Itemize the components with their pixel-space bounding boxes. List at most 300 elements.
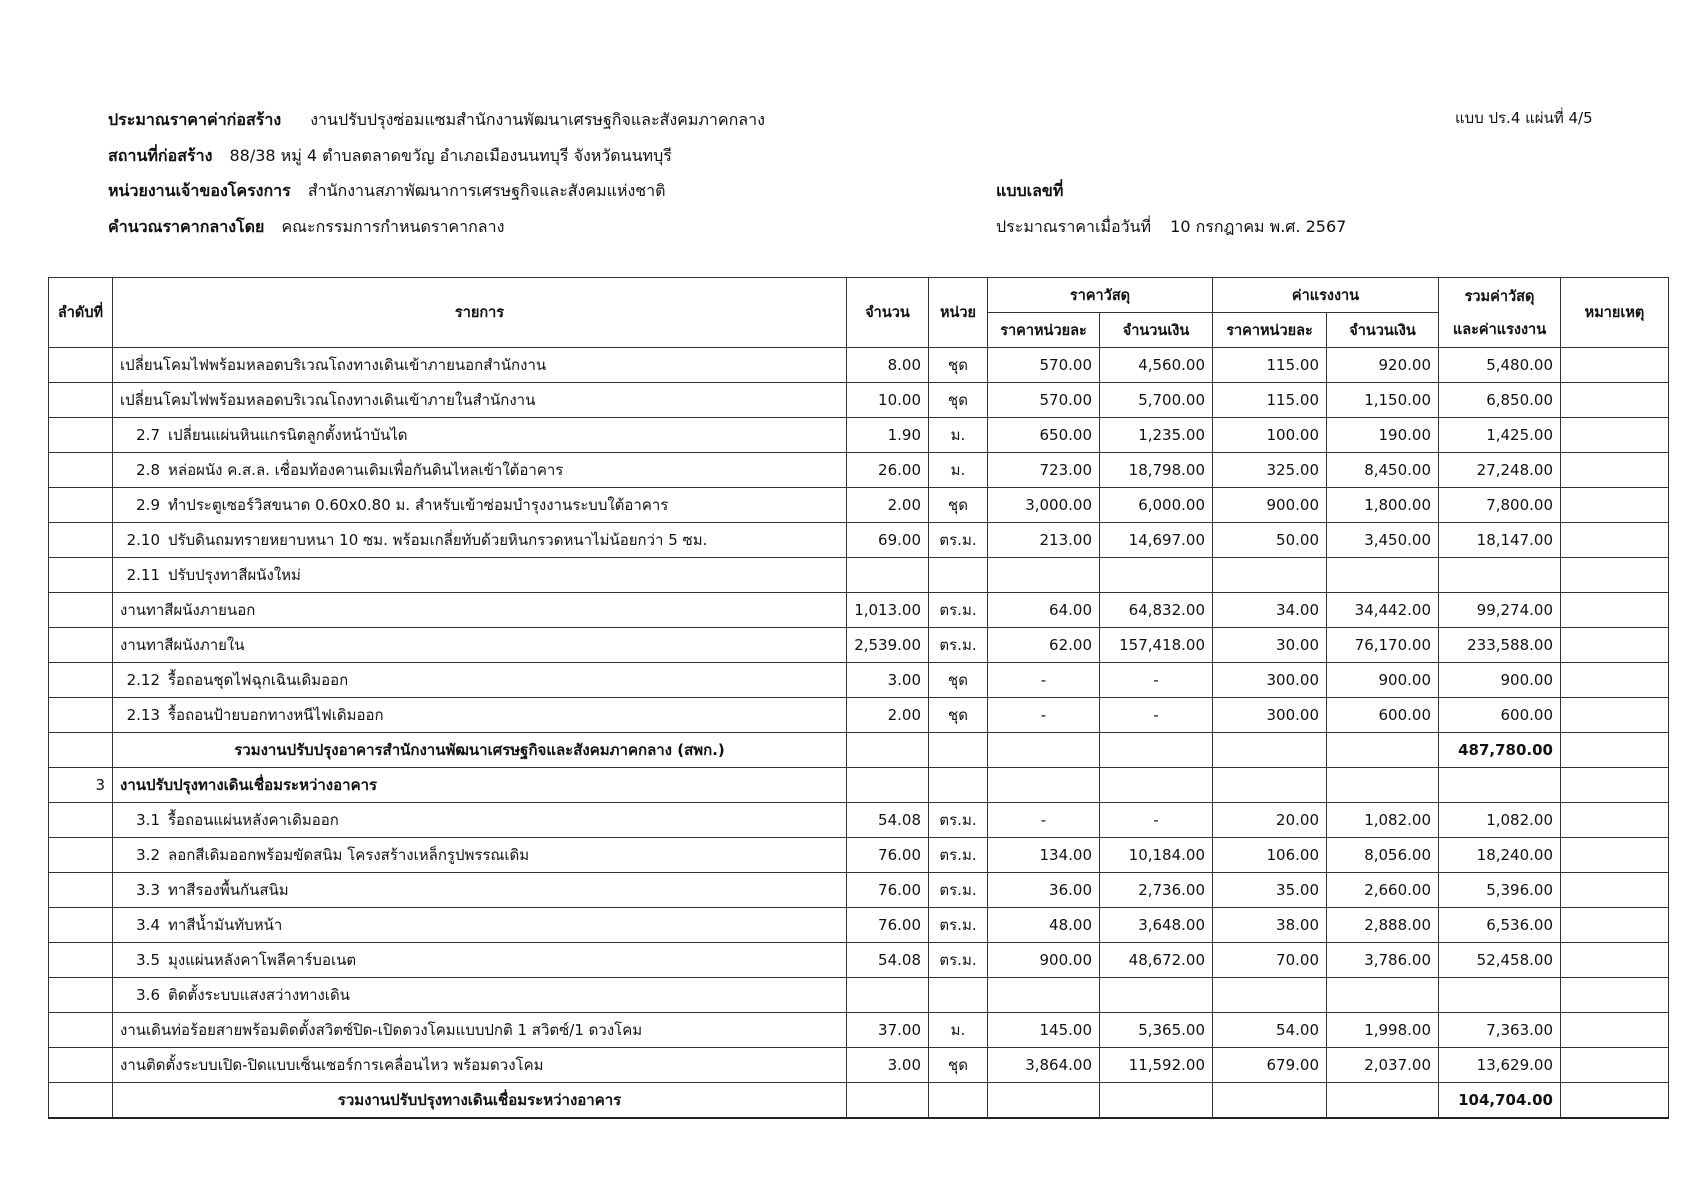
table-row bbox=[49, 488, 1669, 523]
quantity-cell bbox=[847, 733, 929, 768]
labor-amount-cell: 920.00 bbox=[1327, 348, 1439, 383]
remark-cell bbox=[1561, 943, 1669, 978]
item-description-cell bbox=[113, 523, 847, 558]
item-number: 3.6 bbox=[136, 986, 160, 1004]
material-unit-price-cell: 3,000.00 bbox=[988, 488, 1100, 523]
labor-amount-cell: 1,800.00 bbox=[1327, 488, 1439, 523]
material-unit-price-cell: 3,864.00 bbox=[988, 1048, 1100, 1083]
remark-cell bbox=[1561, 1083, 1669, 1119]
labor-unit-price-cell bbox=[1213, 733, 1327, 768]
material-amount-cell bbox=[1100, 1083, 1213, 1119]
labor-amount-cell: 3,786.00 bbox=[1327, 943, 1439, 978]
quantity-cell: 10.00 bbox=[847, 383, 929, 418]
estimate-date-value: 10 กรกฎาคม พ.ศ. 2567 bbox=[1170, 217, 1347, 236]
row-number-cell bbox=[49, 698, 113, 733]
remark-cell bbox=[1561, 453, 1669, 488]
total-cost-cell: 5,396.00 bbox=[1439, 873, 1561, 908]
owner-label: หน่วยงานเจ้าของโครงการ bbox=[108, 181, 291, 200]
header-material-cost: ราคาวัสดุ bbox=[988, 278, 1213, 313]
header-item: รายการ bbox=[113, 278, 847, 348]
material-amount-cell: - bbox=[1100, 803, 1213, 838]
header-total bbox=[1439, 278, 1561, 348]
material-unit-price-cell: - bbox=[988, 803, 1100, 838]
item-text: งานทาสีผนังภายใน bbox=[120, 636, 245, 654]
labor-amount-cell: 600.00 bbox=[1327, 698, 1439, 733]
unit-cell bbox=[929, 978, 988, 1013]
material-unit-price-cell: 48.00 bbox=[988, 908, 1100, 943]
remark-cell bbox=[1561, 558, 1669, 593]
labor-amount-cell: 34,442.00 bbox=[1327, 593, 1439, 628]
subtotal-row bbox=[49, 1083, 1669, 1119]
row-number-cell bbox=[49, 908, 113, 943]
labor-amount-cell: 2,037.00 bbox=[1327, 1048, 1439, 1083]
drawing-number-line bbox=[996, 180, 1071, 202]
quantity-cell: 76.00 bbox=[847, 838, 929, 873]
labor-amount-cell: 2,888.00 bbox=[1327, 908, 1439, 943]
labor-amount-cell: 8,450.00 bbox=[1327, 453, 1439, 488]
unit-cell bbox=[929, 1083, 988, 1119]
table-row bbox=[49, 453, 1669, 488]
item-number: 3.1 bbox=[136, 811, 160, 829]
row-number-cell bbox=[49, 1013, 113, 1048]
unit-cell bbox=[929, 768, 988, 803]
total-cost-cell: 7,800.00 bbox=[1439, 488, 1561, 523]
unit-cell: ตร.ม. bbox=[929, 908, 988, 943]
labor-amount-cell bbox=[1327, 768, 1439, 803]
quantity-cell: 3.00 bbox=[847, 663, 929, 698]
remark-cell bbox=[1561, 488, 1669, 523]
remark-cell bbox=[1561, 1048, 1669, 1083]
item-text: มุงแผ่นหลังคาโพลีคาร์บอเนต bbox=[168, 951, 357, 969]
item-number: 2.12 bbox=[126, 671, 160, 689]
total-cost-cell: 52,458.00 bbox=[1439, 943, 1561, 978]
labor-amount-cell: 2,660.00 bbox=[1327, 873, 1439, 908]
remark-cell bbox=[1561, 663, 1669, 698]
material-amount-cell bbox=[1100, 768, 1213, 803]
row-number-cell bbox=[49, 978, 113, 1013]
row-number-cell bbox=[49, 628, 113, 663]
material-unit-price-cell bbox=[988, 978, 1100, 1013]
item-text: ปรับปรุงทาสีผนังใหม่ bbox=[168, 566, 301, 584]
remark-cell bbox=[1561, 733, 1669, 768]
labor-unit-price-cell: 115.00 bbox=[1213, 383, 1327, 418]
item-text: งานทาสีผนังภายนอก bbox=[120, 601, 256, 619]
remark-cell bbox=[1561, 383, 1669, 418]
estimate-date-line bbox=[996, 216, 1346, 238]
unit-cell: ตร.ม. bbox=[929, 873, 988, 908]
material-amount-cell: 1,235.00 bbox=[1100, 418, 1213, 453]
table-row bbox=[49, 803, 1669, 838]
table-row bbox=[49, 943, 1669, 978]
table-body bbox=[49, 348, 1669, 1119]
material-unit-price-cell: 36.00 bbox=[988, 873, 1100, 908]
labor-unit-price-cell: 300.00 bbox=[1213, 698, 1327, 733]
total-cost-cell: 600.00 bbox=[1439, 698, 1561, 733]
quantity-cell: 54.08 bbox=[847, 803, 929, 838]
row-number-cell bbox=[49, 1048, 113, 1083]
unit-cell: ตร.ม. bbox=[929, 523, 988, 558]
total-cost-cell: 6,536.00 bbox=[1439, 908, 1561, 943]
total-cost-cell: 233,588.00 bbox=[1439, 628, 1561, 663]
item-description-cell bbox=[113, 873, 847, 908]
table-row bbox=[49, 558, 1669, 593]
header-material-amount: จำนวนเงิน bbox=[1100, 313, 1213, 348]
unit-cell: ชุด bbox=[929, 1048, 988, 1083]
item-number: 3.5 bbox=[136, 951, 160, 969]
item-description-cell bbox=[113, 488, 847, 523]
item-text: งานเดินท่อร้อยสายพร้อมติดตั้งสวิตซ์ปิด-เปิดดวงโคมแบบปกติ 1 สวิตซ์/1 ดวงโคม bbox=[120, 1021, 643, 1039]
header-total-line2: และค่าแรงงาน bbox=[1452, 321, 1547, 338]
remark-cell bbox=[1561, 418, 1669, 453]
labor-unit-price-cell: 38.00 bbox=[1213, 908, 1327, 943]
labor-amount-cell bbox=[1327, 733, 1439, 768]
row-number-cell bbox=[49, 383, 113, 418]
item-number: 3.4 bbox=[136, 916, 160, 934]
table-row bbox=[49, 523, 1669, 558]
labor-amount-cell bbox=[1327, 978, 1439, 1013]
total-cost-cell bbox=[1439, 558, 1561, 593]
remark-cell bbox=[1561, 768, 1669, 803]
material-unit-price-cell: 134.00 bbox=[988, 838, 1100, 873]
quantity-cell: 26.00 bbox=[847, 453, 929, 488]
section-row bbox=[49, 768, 1669, 803]
quantity-cell bbox=[847, 978, 929, 1013]
unit-cell: ชุด bbox=[929, 348, 988, 383]
quantity-cell: 8.00 bbox=[847, 348, 929, 383]
labor-amount-cell: 1,150.00 bbox=[1327, 383, 1439, 418]
item-text: หล่อผนัง ค.ส.ล. เชื่อมท้องคานเดิมเพื่อกันดินไหลเข้าใต้อาคาร bbox=[168, 461, 564, 479]
remark-cell bbox=[1561, 698, 1669, 733]
total-cost-cell: 1,425.00 bbox=[1439, 418, 1561, 453]
remark-cell bbox=[1561, 838, 1669, 873]
table-row bbox=[49, 838, 1669, 873]
item-description-cell bbox=[113, 593, 847, 628]
item-number: 2.9 bbox=[136, 496, 160, 514]
item-description-cell bbox=[113, 418, 847, 453]
row-number-cell bbox=[49, 803, 113, 838]
item-text: งานปรับปรุงทางเดินเชื่อมระหว่างอาคาร bbox=[120, 776, 378, 794]
labor-unit-price-cell: 34.00 bbox=[1213, 593, 1327, 628]
unit-cell: ชุด bbox=[929, 698, 988, 733]
remark-cell bbox=[1561, 978, 1669, 1013]
material-amount-cell: 3,648.00 bbox=[1100, 908, 1213, 943]
total-cost-cell: 104,704.00 bbox=[1439, 1083, 1561, 1119]
table-row bbox=[49, 418, 1669, 453]
labor-unit-price-cell bbox=[1213, 558, 1327, 593]
labor-unit-price-cell: 106.00 bbox=[1213, 838, 1327, 873]
labor-amount-cell: 900.00 bbox=[1327, 663, 1439, 698]
labor-unit-price-cell bbox=[1213, 1083, 1327, 1119]
header-total-line1: รวมค่าวัสดุ bbox=[1464, 288, 1535, 305]
unit-cell bbox=[929, 733, 988, 768]
remark-cell bbox=[1561, 523, 1669, 558]
labor-unit-price-cell: 35.00 bbox=[1213, 873, 1327, 908]
labor-unit-price-cell: 115.00 bbox=[1213, 348, 1327, 383]
item-text: เปลี่ยนโคมไฟพร้อมหลอดบริเวณโถงทางเดินเข้าภายในสำนักงาน bbox=[120, 391, 536, 409]
total-cost-cell: 6,850.00 bbox=[1439, 383, 1561, 418]
item-text: รื้อถอนชุดไฟฉุกเฉินเดิมออก bbox=[168, 671, 349, 689]
item-description-cell bbox=[113, 663, 847, 698]
material-amount-cell: 157,418.00 bbox=[1100, 628, 1213, 663]
quantity-cell: 2.00 bbox=[847, 488, 929, 523]
labor-unit-price-cell: 70.00 bbox=[1213, 943, 1327, 978]
item-text: เปลี่ยนโคมไฟพร้อมหลอดบริเวณโถงทางเดินเข้าภายนอกสำนักงาน bbox=[120, 356, 547, 374]
item-text: ทำประตูเซอร์วิสขนาด 0.60x0.80 ม. สำหรับเข้าซ่อมบำรุงงานระบบใต้อาคาร bbox=[168, 496, 669, 514]
header-no: ลำดับที่ bbox=[49, 278, 113, 348]
material-amount-cell: 10,184.00 bbox=[1100, 838, 1213, 873]
material-unit-price-cell bbox=[988, 733, 1100, 768]
header-labor-amount: จำนวนเงิน bbox=[1327, 313, 1439, 348]
material-unit-price-cell bbox=[988, 768, 1100, 803]
location-line bbox=[108, 145, 672, 167]
item-text: ปรับดินถมทรายหยาบหนา 10 ซม. พร้อมเกลี่ยทับด้วยหินกรวดหนาไม่น้อยกว่า 5 ซม. bbox=[168, 531, 708, 549]
item-description-cell bbox=[113, 1048, 847, 1083]
quantity-cell: 2.00 bbox=[847, 698, 929, 733]
material-unit-price-cell: 64.00 bbox=[988, 593, 1100, 628]
labor-unit-price-cell: 300.00 bbox=[1213, 663, 1327, 698]
row-number-cell bbox=[49, 523, 113, 558]
item-description-cell bbox=[113, 943, 847, 978]
item-number: 2.10 bbox=[126, 531, 160, 549]
labor-amount-cell: 190.00 bbox=[1327, 418, 1439, 453]
item-text: งานติดตั้งระบบเปิด-ปิดแบบเซ็นเซอร์การเคลื่อนไหว พร้อมดวงโคม bbox=[120, 1056, 544, 1074]
item-description-cell bbox=[113, 698, 847, 733]
quantity-cell bbox=[847, 558, 929, 593]
calculated-by-value: คณะกรรมการกำหนดราคากลาง bbox=[281, 217, 505, 236]
remark-cell bbox=[1561, 803, 1669, 838]
total-cost-cell: 487,780.00 bbox=[1439, 733, 1561, 768]
project-label: ประมาณราคาค่าก่อสร้าง bbox=[108, 110, 282, 129]
labor-amount-cell bbox=[1327, 1083, 1439, 1119]
quantity-cell: 76.00 bbox=[847, 908, 929, 943]
material-amount-cell: 64,832.00 bbox=[1100, 593, 1213, 628]
remark-cell bbox=[1561, 593, 1669, 628]
subtotal-row bbox=[49, 733, 1669, 768]
remark-cell bbox=[1561, 1013, 1669, 1048]
table-row bbox=[49, 698, 1669, 733]
labor-unit-price-cell bbox=[1213, 978, 1327, 1013]
project-name: งานปรับปรุงซ่อมแซมสำนักงานพัฒนาเศรษฐกิจและสังคมภาคกลาง bbox=[310, 110, 765, 129]
material-amount-cell bbox=[1100, 558, 1213, 593]
table-row bbox=[49, 593, 1669, 628]
header-labor-unit-price: ราคาหน่วยละ bbox=[1213, 313, 1327, 348]
item-text: ลอกสีเดิมออกพร้อมขัดสนิม โครงสร้างเหล็กรูปพรรณเดิม bbox=[168, 846, 530, 864]
quantity-cell: 1.90 bbox=[847, 418, 929, 453]
remark-cell bbox=[1561, 908, 1669, 943]
row-number-cell bbox=[49, 453, 113, 488]
table-row bbox=[49, 1048, 1669, 1083]
bill-of-quantities-table bbox=[48, 277, 1669, 1119]
quantity-cell: 2,539.00 bbox=[847, 628, 929, 663]
labor-unit-price-cell: 50.00 bbox=[1213, 523, 1327, 558]
unit-cell: ตร.ม. bbox=[929, 593, 988, 628]
unit-cell: ชุด bbox=[929, 488, 988, 523]
table-row bbox=[49, 348, 1669, 383]
material-amount-cell: 5,365.00 bbox=[1100, 1013, 1213, 1048]
row-number-cell bbox=[49, 348, 113, 383]
unit-cell: ม. bbox=[929, 418, 988, 453]
item-text: เปลี่ยนแผ่นหินแกรนิตลูกตั้งหน้าบันได bbox=[168, 426, 408, 444]
row-number-cell bbox=[49, 488, 113, 523]
item-description-cell bbox=[113, 768, 847, 803]
table-row bbox=[49, 663, 1669, 698]
material-unit-price-cell bbox=[988, 1083, 1100, 1119]
table-row bbox=[49, 1013, 1669, 1048]
item-description-cell bbox=[113, 803, 847, 838]
project-line bbox=[108, 109, 765, 131]
material-unit-price-cell: - bbox=[988, 663, 1100, 698]
row-number-cell bbox=[49, 943, 113, 978]
labor-unit-price-cell: 20.00 bbox=[1213, 803, 1327, 838]
item-number: 2.13 bbox=[126, 706, 160, 724]
owner-line bbox=[108, 180, 666, 202]
quantity-cell: 3.00 bbox=[847, 1048, 929, 1083]
material-unit-price-cell: - bbox=[988, 698, 1100, 733]
material-unit-price-cell: 570.00 bbox=[988, 383, 1100, 418]
unit-cell: ตร.ม. bbox=[929, 803, 988, 838]
labor-amount-cell bbox=[1327, 558, 1439, 593]
total-cost-cell: 5,480.00 bbox=[1439, 348, 1561, 383]
material-amount-cell: - bbox=[1100, 698, 1213, 733]
item-text: รื้อถอนแผ่นหลังคาเดิมออก bbox=[168, 811, 339, 829]
row-number-cell: 3 bbox=[49, 768, 113, 803]
item-description-cell bbox=[113, 348, 847, 383]
material-amount-cell: 6,000.00 bbox=[1100, 488, 1213, 523]
quantity-cell bbox=[847, 1083, 929, 1119]
total-cost-cell: 18,240.00 bbox=[1439, 838, 1561, 873]
quantity-cell: 54.08 bbox=[847, 943, 929, 978]
form-number: แบบ ปร.4 แผ่นที่ 4/5 bbox=[1455, 109, 1593, 127]
material-unit-price-cell: 62.00 bbox=[988, 628, 1100, 663]
total-cost-cell: 900.00 bbox=[1439, 663, 1561, 698]
material-amount-cell bbox=[1100, 978, 1213, 1013]
item-description-cell bbox=[113, 558, 847, 593]
table-header bbox=[49, 278, 1669, 348]
material-unit-price-cell: 145.00 bbox=[988, 1013, 1100, 1048]
location-value: 88/38 หมู่ 4 ตำบลตลาดขวัญ อำเภอเมืองนนทบุรี จังหวัดนนทบุรี bbox=[229, 146, 672, 165]
item-description-cell bbox=[113, 383, 847, 418]
material-amount-cell: 5,700.00 bbox=[1100, 383, 1213, 418]
row-number-cell bbox=[49, 663, 113, 698]
table-row bbox=[49, 908, 1669, 943]
calculated-by-label: คำนวณราคากลางโดย bbox=[108, 217, 265, 236]
material-amount-cell: 14,697.00 bbox=[1100, 523, 1213, 558]
material-amount-cell bbox=[1100, 733, 1213, 768]
header-quantity: จำนวน bbox=[847, 278, 929, 348]
labor-unit-price-cell bbox=[1213, 768, 1327, 803]
total-cost-cell: 7,363.00 bbox=[1439, 1013, 1561, 1048]
labor-unit-price-cell: 100.00 bbox=[1213, 418, 1327, 453]
header-remark: หมายเหตุ bbox=[1561, 278, 1669, 348]
material-amount-cell: 48,672.00 bbox=[1100, 943, 1213, 978]
labor-unit-price-cell: 54.00 bbox=[1213, 1013, 1327, 1048]
total-cost-cell: 27,248.00 bbox=[1439, 453, 1561, 488]
unit-cell: ตร.ม. bbox=[929, 628, 988, 663]
item-description-cell bbox=[113, 733, 847, 768]
material-unit-price-cell: 213.00 bbox=[988, 523, 1100, 558]
quantity-cell: 69.00 bbox=[847, 523, 929, 558]
item-text: รวมงานปรับปรุงทางเดินเชื่อมระหว่างอาคาร bbox=[337, 1091, 622, 1109]
labor-unit-price-cell: 325.00 bbox=[1213, 453, 1327, 488]
remark-cell bbox=[1561, 873, 1669, 908]
row-number-cell bbox=[49, 1083, 113, 1119]
unit-cell: ชุด bbox=[929, 383, 988, 418]
estimate-date-label: ประมาณราคาเมื่อวันที่ bbox=[996, 217, 1152, 236]
quantity-cell bbox=[847, 768, 929, 803]
material-amount-cell: 11,592.00 bbox=[1100, 1048, 1213, 1083]
unit-cell: ชุด bbox=[929, 663, 988, 698]
labor-unit-price-cell: 679.00 bbox=[1213, 1048, 1327, 1083]
labor-amount-cell: 3,450.00 bbox=[1327, 523, 1439, 558]
material-amount-cell: 18,798.00 bbox=[1100, 453, 1213, 488]
item-description-cell bbox=[113, 628, 847, 663]
item-description-cell bbox=[113, 453, 847, 488]
item-description-cell bbox=[113, 838, 847, 873]
material-unit-price-cell bbox=[988, 558, 1100, 593]
calculated-by-line bbox=[108, 216, 504, 238]
row-number-cell bbox=[49, 838, 113, 873]
remark-cell bbox=[1561, 348, 1669, 383]
item-text: ติดตั้งระบบแสงสว่างทางเดิน bbox=[168, 986, 350, 1004]
item-text: รวมงานปรับปรุงอาคารสำนักงานพัฒนาเศรษฐกิจและสังคมภาคกลาง (สพก.) bbox=[234, 741, 725, 759]
labor-unit-price-cell: 30.00 bbox=[1213, 628, 1327, 663]
remark-cell bbox=[1561, 628, 1669, 663]
quantity-cell: 76.00 bbox=[847, 873, 929, 908]
material-amount-cell: - bbox=[1100, 663, 1213, 698]
total-cost-cell bbox=[1439, 768, 1561, 803]
drawing-number-label: แบบเลขที่ bbox=[996, 181, 1064, 200]
labor-amount-cell: 1,998.00 bbox=[1327, 1013, 1439, 1048]
unit-cell: ตร.ม. bbox=[929, 943, 988, 978]
header-material-unit-price: ราคาหน่วยละ bbox=[988, 313, 1100, 348]
header-unit: หน่วย bbox=[929, 278, 988, 348]
location-label: สถานที่ก่อสร้าง bbox=[108, 146, 213, 165]
labor-amount-cell: 1,082.00 bbox=[1327, 803, 1439, 838]
unit-cell: ม. bbox=[929, 453, 988, 488]
unit-cell: ม. bbox=[929, 1013, 988, 1048]
material-amount-cell: 4,560.00 bbox=[1100, 348, 1213, 383]
quantity-cell: 37.00 bbox=[847, 1013, 929, 1048]
table-row bbox=[49, 978, 1669, 1013]
table-row bbox=[49, 873, 1669, 908]
item-text: รื้อถอนป้ายบอกทางหนีไฟเดิมออก bbox=[168, 706, 384, 724]
labor-amount-cell: 8,056.00 bbox=[1327, 838, 1439, 873]
header-labor-cost: ค่าแรงงาน bbox=[1213, 278, 1439, 313]
table-row bbox=[49, 383, 1669, 418]
quantity-cell: 1,013.00 bbox=[847, 593, 929, 628]
row-number-cell bbox=[49, 558, 113, 593]
item-number: 3.2 bbox=[136, 846, 160, 864]
item-text: ทาสีน้ำมันทับหน้า bbox=[168, 916, 283, 934]
item-number: 2.7 bbox=[136, 426, 160, 444]
item-description-cell bbox=[113, 978, 847, 1013]
material-amount-cell: 2,736.00 bbox=[1100, 873, 1213, 908]
item-number: 3.3 bbox=[136, 881, 160, 899]
material-unit-price-cell: 900.00 bbox=[988, 943, 1100, 978]
unit-cell: ตร.ม. bbox=[929, 838, 988, 873]
item-description-cell bbox=[113, 1083, 847, 1119]
row-number-cell bbox=[49, 418, 113, 453]
material-unit-price-cell: 650.00 bbox=[988, 418, 1100, 453]
item-text: ทาสีรองพื้นกันสนิม bbox=[168, 881, 289, 899]
total-cost-cell: 99,274.00 bbox=[1439, 593, 1561, 628]
table-row bbox=[49, 628, 1669, 663]
item-number: 2.11 bbox=[126, 566, 160, 584]
total-cost-cell bbox=[1439, 978, 1561, 1013]
total-cost-cell: 13,629.00 bbox=[1439, 1048, 1561, 1083]
total-cost-cell: 18,147.00 bbox=[1439, 523, 1561, 558]
material-unit-price-cell: 570.00 bbox=[988, 348, 1100, 383]
